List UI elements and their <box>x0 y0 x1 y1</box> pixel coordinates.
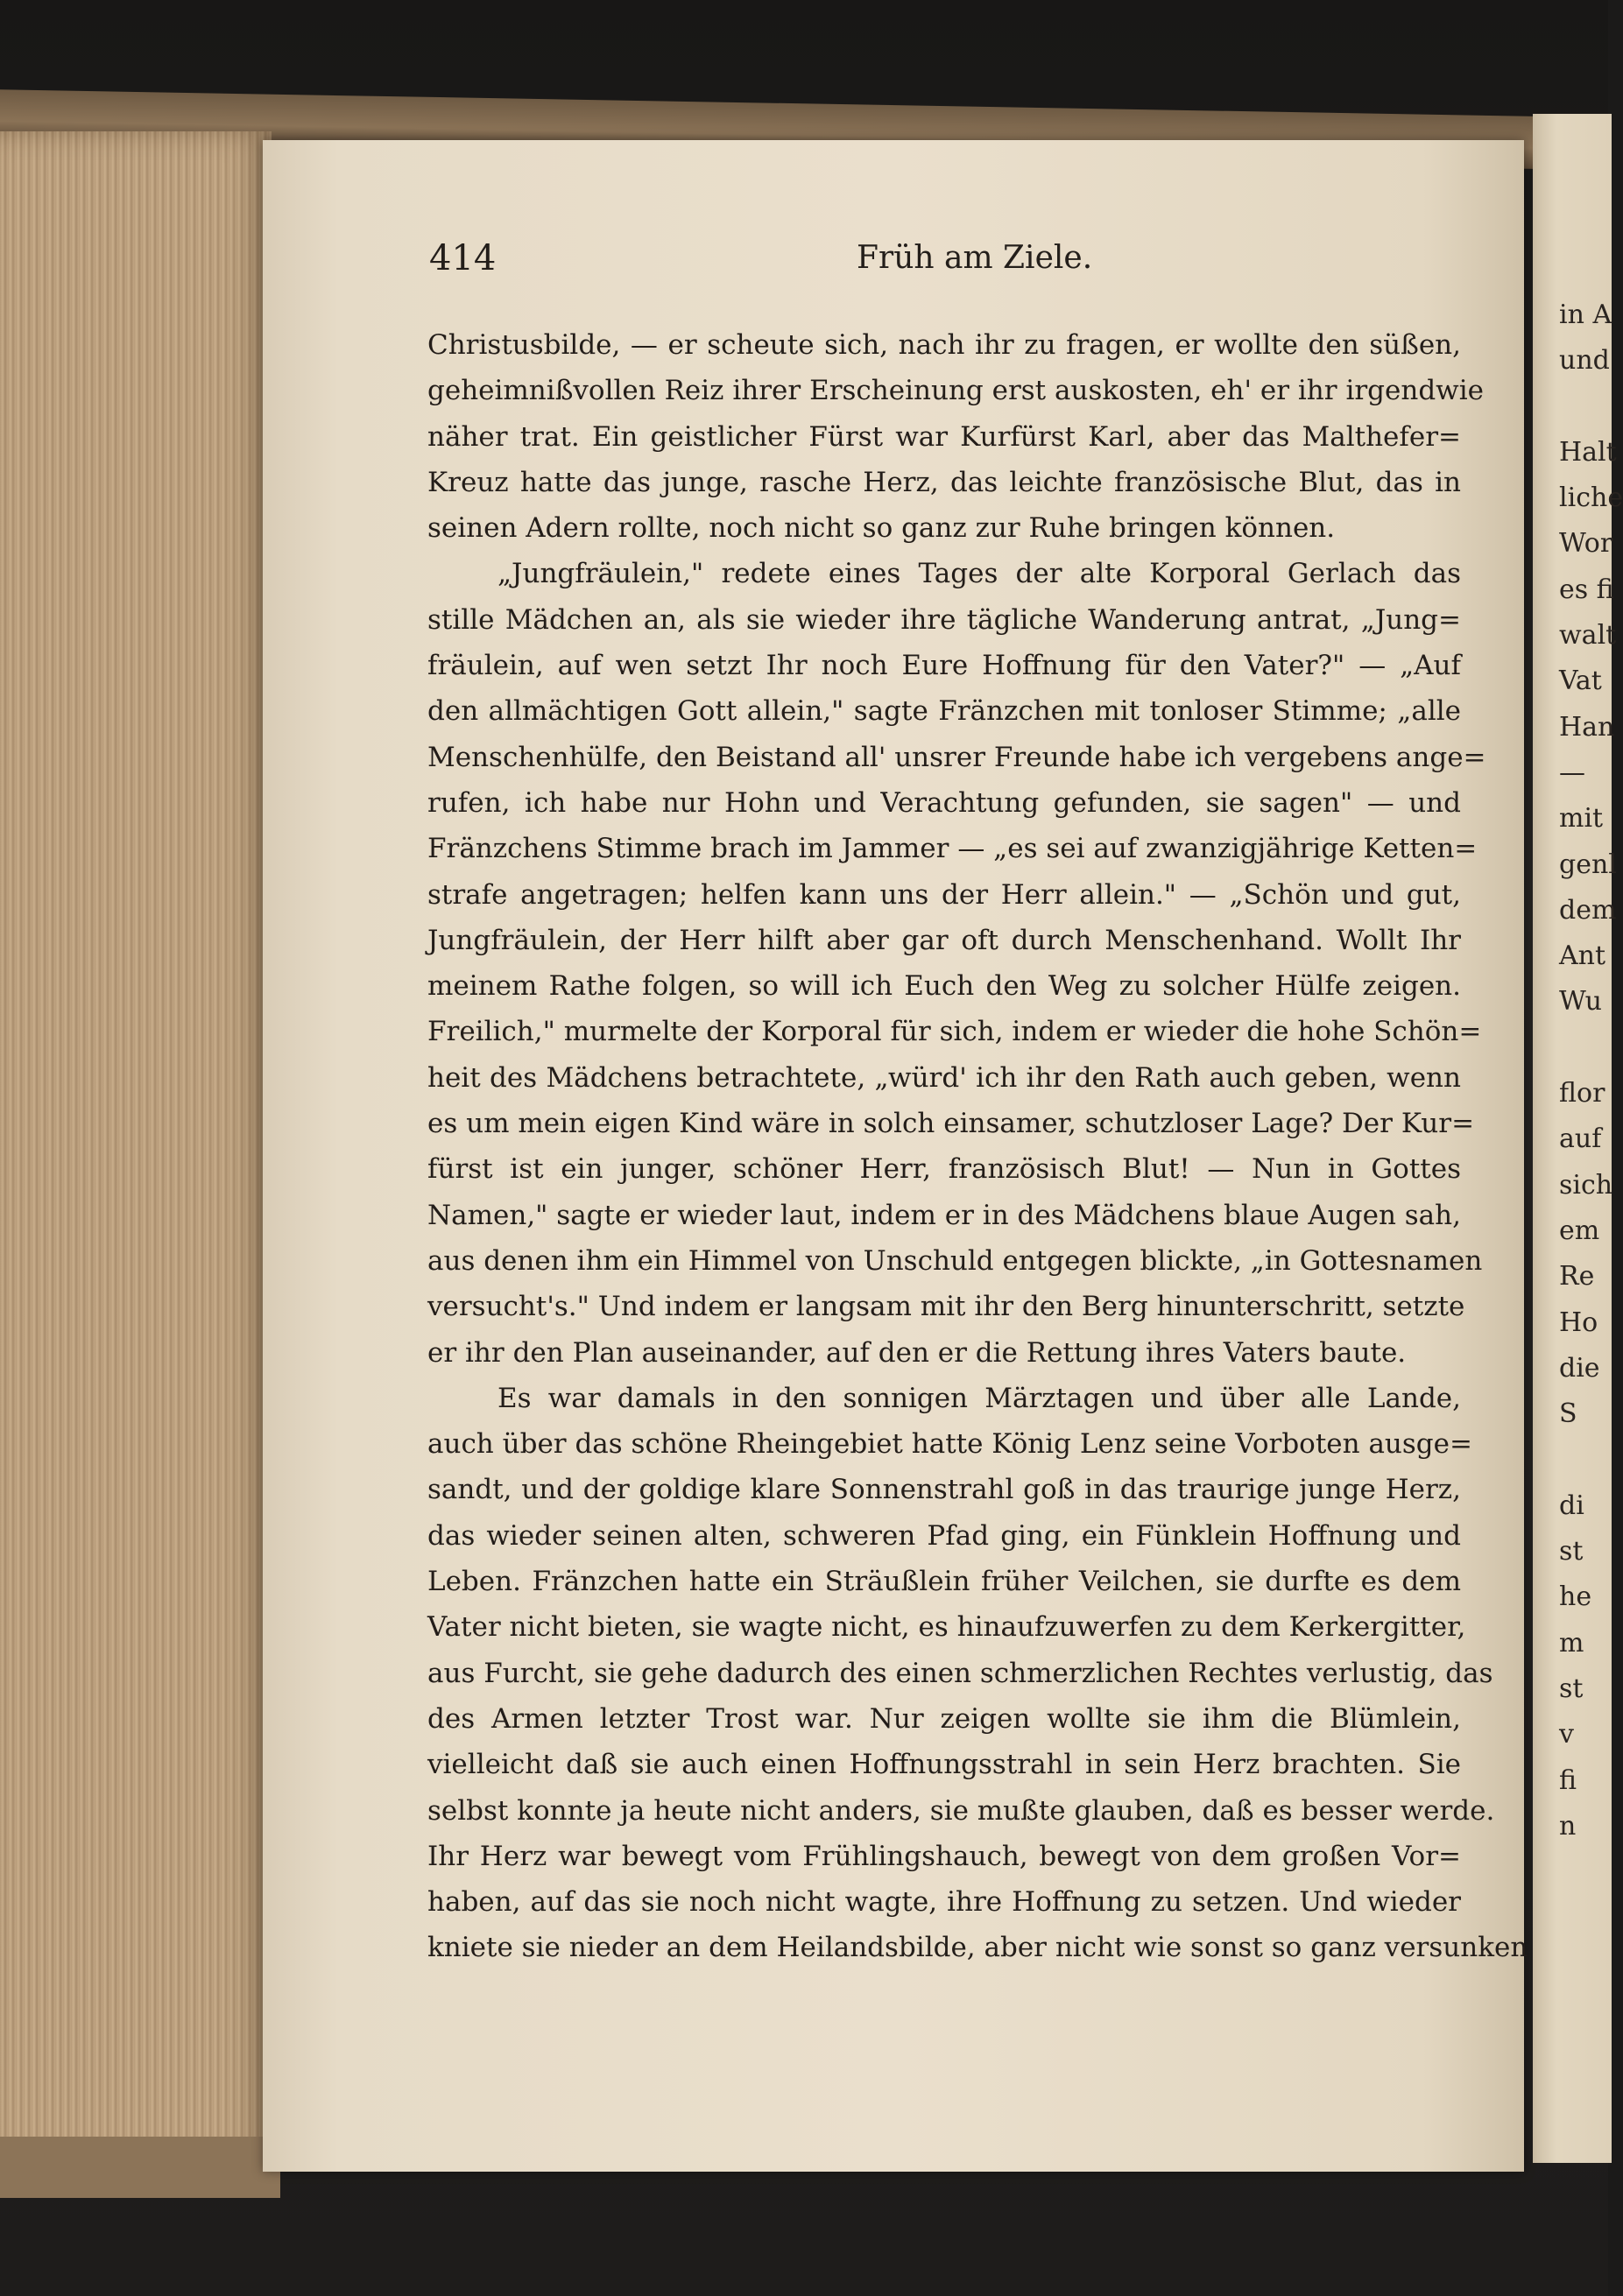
next-page-line: es fi <box>1559 574 1614 605</box>
text-line: fürst ist ein junger, schöner Herr, französisch Blut! — Nun in Gottes <box>427 1153 1461 1186</box>
text-line: auch über das schöne Rheingebiet hatte König Lenz seine Vorboten ausge= <box>427 1428 1472 1461</box>
text-line: meinem Rathe folgen, so will ich Euch den Weg zu solcher Hülfe zeigen. <box>427 970 1461 1003</box>
next-page-line: st <box>1559 1536 1584 1567</box>
next-page-line: v <box>1559 1719 1574 1750</box>
page-header <box>429 238 1463 282</box>
running-title: Früh am Ziele. <box>857 240 1093 276</box>
text-line: Freilich," murmelte der Korporal für sich, indem er wieder die hohe Schön= <box>427 1016 1482 1048</box>
body-text <box>427 322 1528 1971</box>
next-page-line: und <box>1559 345 1610 377</box>
next-page-line: auf <box>1559 1123 1602 1155</box>
text-line: Jungfräulein, der Herr hilft aber gar oft durch Menschenhand. Wollt Ihr <box>427 924 1461 956</box>
text-line: rufen, ich habe nur Hohn und Verachtung gefunden, sie sagen" — und <box>427 786 1461 819</box>
next-page-line: Ant <box>1559 940 1606 972</box>
text-line: Menschenhülfe, den Beistand all' unsrer Freunde habe ich vergebens ange= <box>427 741 1486 773</box>
text-line: Namen," sagte er wieder laut, indem er in des Mädchens blaue Augen sah, <box>427 1199 1461 1231</box>
next-page-line: S <box>1559 1398 1577 1430</box>
text-line: strafe angetragen; helfen kann uns der Herr allein." — „Schön und gut, <box>427 878 1461 911</box>
next-page-line: Re <box>1559 1261 1595 1292</box>
next-page-line: Ho <box>1559 1306 1598 1338</box>
next-page-line: m <box>1559 1627 1584 1659</box>
text-line: fräulein, auf wen setzt Ihr noch Eure Hoffnung für den Vater?" — „Auf <box>427 650 1461 682</box>
next-page-line <box>1559 391 1623 437</box>
text-line: Ihr Herz war bewegt vom Frühlingshauch, bewegt von dem großen Vor= <box>427 1840 1461 1872</box>
page-block-edges <box>0 131 272 2180</box>
text-line: das wieder seinen alten, schweren Pfad ging, ein Fünklein Hoffnung und <box>427 1519 1461 1552</box>
text-line: Leben. Fränzchen hatte ein Sträußlein früher Veilchen, sie durfte es dem <box>427 1566 1461 1598</box>
next-page-line: di <box>1559 1490 1584 1521</box>
next-page-line <box>1559 1032 1623 1078</box>
text-line: den allmächtigen Gott allein," sagte Fränzchen mit tonloser Stimme; „alle <box>427 695 1461 728</box>
text-line: sandt, und der goldige klare Sonnenstrahl goß in das traurige junge Herz, <box>427 1474 1461 1506</box>
next-page-line: walt <box>1559 620 1617 651</box>
text-line: seinen Adern rollte, noch nicht so ganz zur Ruhe bringen können. <box>427 512 1336 545</box>
text-line: „Jungfräulein," redete eines Tages der alte Korporal Gerlach das <box>497 558 1461 590</box>
next-page-text <box>1559 299 1623 1856</box>
text-line: geheimnißvollen Reiz ihrer Erscheinung erst auskosten, eh' er ihr irgendwie <box>427 375 1484 407</box>
text-line: versucht's." Und indem er langsam mit ihr den Berg hinunterschritt, setzte <box>427 1291 1465 1323</box>
next-page-line: Wu <box>1559 986 1602 1018</box>
text-line: Es war damals in den sonnigen Märztagen und über alle Lande, <box>497 1382 1461 1414</box>
next-page-line: genl <box>1559 849 1617 880</box>
text-line: Kreuz hatte das junge, rasche Herz, das leichte französische Blut, das in <box>427 466 1461 498</box>
next-page-line: Halt <box>1559 436 1617 468</box>
next-page-line: fi <box>1559 1764 1577 1796</box>
next-page-line: n <box>1559 1810 1577 1842</box>
text-line: aus denen ihm ein Himmel von Unschuld entgegen blickte, „in Gottesnamen <box>427 1244 1483 1277</box>
next-page-line: st <box>1559 1673 1584 1704</box>
next-page-line <box>1559 1444 1623 1490</box>
next-page-line: in A <box>1559 299 1612 330</box>
next-page-line: dem <box>1559 894 1617 926</box>
text-line: Fränzchens Stimme brach im Jammer — „es sei auf zwanzigjährige Ketten= <box>427 833 1478 865</box>
next-page-line: Han <box>1559 711 1615 743</box>
text-line: er ihr den Plan auseinander, auf den er die Rettung ihres Vaters baute. <box>427 1336 1407 1369</box>
text-line: haben, auf das sie noch nicht wagte, ihre Hoffnung zu setzen. Und wieder <box>427 1886 1461 1919</box>
text-line: stille Mädchen an, als sie wieder ihre tägliche Wanderung antrat, „Jung= <box>427 603 1461 636</box>
page-number: 414 <box>429 238 497 278</box>
next-page-fragment <box>1533 114 1623 2163</box>
next-page-line: — <box>1559 757 1585 788</box>
next-page-line: liche <box>1559 482 1623 514</box>
next-page-line: em <box>1559 1215 1600 1246</box>
text-line: kniete sie nieder an dem Heilandsbilde, aber nicht wie sonst so ganz versunken <box>427 1932 1528 1964</box>
next-page-line: he <box>1559 1581 1592 1613</box>
text-line: selbst konnte ja heute nicht anders, sie mußte glauben, daß es besser werde. <box>427 1794 1495 1827</box>
next-page-line: mit <box>1559 803 1604 835</box>
next-page-line: die <box>1559 1352 1600 1384</box>
text-line: vielleicht daß sie auch einen Hoffnungsstrahl in sein Herz brachten. Sie <box>427 1749 1461 1781</box>
text-line: aus Furcht, sie gehe dadurch des einen schmerzlichen Rechtes verlustig, das <box>427 1657 1493 1689</box>
book-cover-bottom <box>0 2137 280 2198</box>
text-line: Christusbilde, — er scheute sich, nach ihr zu fragen, er wollte den süßen, <box>427 329 1461 361</box>
text-line: heit des Mädchens betrachtete, „würd' ich ihr den Rath auch geben, wenn <box>427 1061 1461 1094</box>
text-line: näher trat. Ein geistlicher Fürst war Kurfürst Karl, aber das Malthefer= <box>427 420 1461 453</box>
next-page-line: sich <box>1559 1169 1613 1201</box>
next-page-line: Wor <box>1559 528 1613 560</box>
text-line: Vater nicht bieten, sie wagte nicht, es hinaufzuwerfen zu dem Kerkergitter, <box>427 1611 1466 1644</box>
text-line: es um mein eigen Kind wäre in solch einsamer, schutzloser Lage? Der Kur= <box>427 1108 1475 1140</box>
next-page-line: flor <box>1559 1078 1605 1109</box>
text-line: des Armen letzter Trost war. Nur zeigen wollte sie ihm die Blümlein, <box>427 1702 1461 1735</box>
next-page-line: Vat <box>1559 666 1602 697</box>
